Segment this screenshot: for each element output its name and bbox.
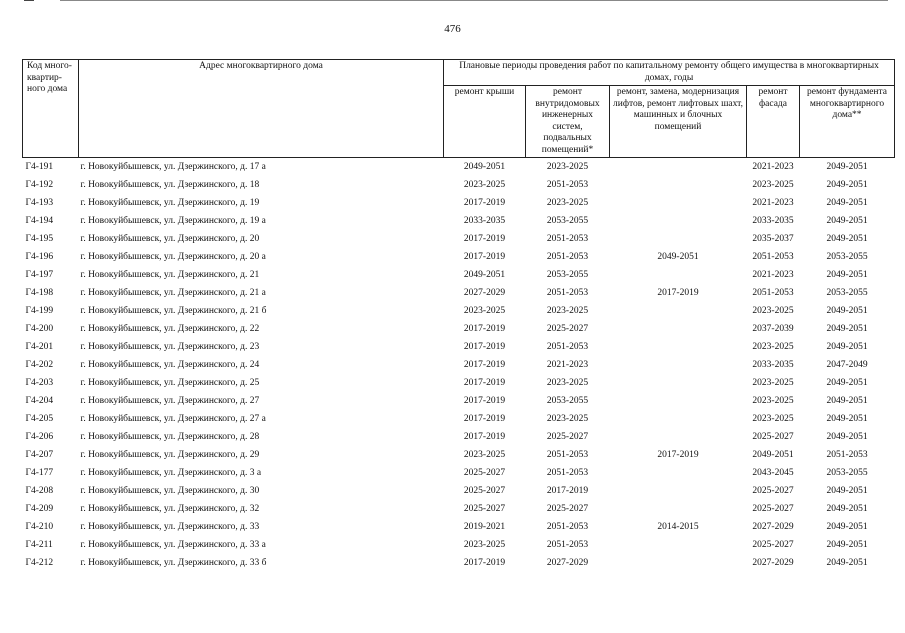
table-row [23, 339, 895, 357]
cell-systems: 2051-2053 [546, 180, 589, 191]
cell-systems: 2051-2053 [546, 234, 589, 245]
cell-foundation: 2047-2049 [826, 360, 868, 371]
cell-foundation: 2049-2051 [826, 396, 868, 407]
cell-address: г. Новокуйбышевск, ул. Дзержинского, д. 3 а [80, 468, 262, 479]
cell-systems: 2027-2029 [546, 558, 589, 569]
cell-address: г. Новокуйбышевск, ул. Дзержинского, д. 27 [80, 396, 260, 407]
cell-facade: 2023-2025 [752, 378, 794, 389]
cell-lifts: 2017-2019 [657, 288, 699, 299]
header-systems: ремонт внутридомовых инженерных систем, подвальных помещений* [526, 86, 610, 158]
cell-address: г. Новокуйбышевск, ул. Дзержинского, д. 33 а [80, 540, 266, 551]
cell-address: г. Новокуйбышевск, ул. Дзержинского, д. 25 [80, 378, 260, 389]
table-row [23, 537, 895, 555]
cell-roof: 2025-2027 [463, 468, 506, 479]
cell-address: г. Новокуйбышевск, ул. Дзержинского, д. 19 а [80, 216, 266, 227]
cell-roof: 2017-2019 [463, 558, 506, 569]
cell-facade: 2021-2023 [752, 198, 794, 209]
cell-roof: 2017-2019 [463, 432, 506, 443]
cell-systems: 2025-2027 [546, 504, 589, 515]
cell-facade: 2051-2053 [752, 252, 794, 263]
cell-foundation: 2049-2051 [826, 486, 868, 497]
cell-lifts: 2017-2019 [657, 450, 699, 461]
cell-lifts [610, 303, 747, 321]
cell-foundation: 2049-2051 [826, 270, 868, 281]
cell-code: Г4-199 [25, 306, 54, 317]
cell-code: Г4-209 [25, 504, 54, 515]
cell-lifts [610, 158, 747, 178]
table-row [23, 393, 895, 411]
cell-facade: 2023-2025 [752, 414, 794, 425]
table-row [23, 483, 895, 501]
cell-systems: 2025-2027 [546, 432, 589, 443]
cell-address: г. Новокуйбышевск, ул. Дзержинского, д. 28 [80, 432, 260, 443]
cell-foundation: 2049-2051 [826, 378, 868, 389]
cell-facade: 2023-2025 [752, 180, 794, 191]
cell-lifts [610, 267, 747, 285]
table-row [23, 501, 895, 519]
cell-code: Г4-202 [25, 360, 54, 371]
cell-systems: 2051-2053 [546, 288, 589, 299]
cell-code: Г4-210 [25, 522, 54, 533]
table-row [23, 429, 895, 447]
cell-code: Г4-201 [25, 342, 54, 353]
cell-roof: 2033-2035 [463, 216, 506, 227]
cell-facade: 2025-2027 [752, 540, 794, 551]
cell-address: г. Новокуйбышевск, ул. Дзержинского, д. 22 [80, 324, 260, 335]
cell-roof: 2017-2019 [463, 198, 506, 209]
cell-systems: 2017-2019 [546, 486, 589, 497]
table-row [23, 213, 895, 231]
cell-roof: 2025-2027 [463, 486, 506, 497]
header-foundation: ремонт фундамента многоквартирного дома** [800, 86, 895, 158]
top-rule-left [24, 0, 34, 1]
header-code: Код много-квартир-ного дома [23, 60, 79, 158]
header-lifts: ремонт, замена, модернизация лифтов, ремонт лифтовых шахт, машинных и блочных помещений [610, 86, 747, 158]
table-row [23, 519, 895, 537]
cell-roof: 2049-2051 [463, 162, 506, 173]
cell-lifts [610, 393, 747, 411]
cell-facade: 2037-2039 [752, 324, 794, 335]
cell-code: Г4-198 [25, 288, 54, 299]
cell-roof: 2017-2019 [463, 324, 506, 335]
cell-roof: 2017-2019 [463, 342, 506, 353]
cell-foundation: 2053-2055 [826, 288, 868, 299]
cell-code: Г4-192 [25, 180, 54, 191]
cell-lifts [610, 213, 747, 231]
cell-address: г. Новокуйбышевск, ул. Дзержинского, д. 17 а [80, 162, 266, 173]
table-body [23, 158, 895, 574]
cell-address: г. Новокуйбышевск, ул. Дзержинского, д. 33 [80, 522, 260, 533]
cell-foundation: 2053-2055 [826, 252, 868, 263]
cell-systems: 2051-2053 [546, 468, 589, 479]
header-address: Адрес многоквартирного дома [79, 60, 444, 158]
cell-address: г. Новокуйбышевск, ул. Дзержинского, д. 21 а [80, 288, 266, 299]
header-periods: Плановые периоды проведения работ по капитальному ремонту общего имущества в многоквартирных домах, годы [444, 60, 895, 86]
table-row [23, 411, 895, 429]
cell-foundation: 2051-2053 [826, 450, 868, 461]
capital-repair-table [22, 59, 895, 573]
cell-code: Г4-203 [25, 378, 54, 389]
cell-facade: 2027-2029 [752, 522, 794, 533]
table-row [23, 231, 895, 249]
cell-code: Г4-206 [25, 432, 54, 443]
cell-facade: 2025-2027 [752, 486, 794, 497]
cell-roof: 2017-2019 [463, 414, 506, 425]
cell-address: г. Новокуйбышевск, ул. Дзержинского, д. 20 [80, 234, 260, 245]
cell-code: Г4-194 [25, 216, 54, 227]
cell-lifts [610, 483, 747, 501]
cell-foundation: 2049-2051 [826, 504, 868, 515]
cell-systems: 2025-2027 [546, 324, 589, 335]
cell-roof: 2019-2021 [463, 522, 506, 533]
cell-lifts [610, 465, 747, 483]
cell-facade: 2049-2051 [752, 450, 794, 461]
cell-foundation: 2049-2051 [826, 540, 868, 551]
cell-foundation: 2049-2051 [826, 414, 868, 425]
cell-lifts: 2049-2051 [657, 252, 699, 263]
cell-roof: 2027-2029 [463, 288, 506, 299]
cell-roof: 2049-2051 [463, 270, 506, 281]
cell-address: г. Новокуйбышевск, ул. Дзержинского, д. 33 б [80, 558, 267, 569]
cell-address: г. Новокуйбышевск, ул. Дзержинского, д. 21 б [80, 306, 267, 317]
cell-systems: 2023-2025 [546, 162, 589, 173]
cell-address: г. Новокуйбышевск, ул. Дзержинского, д. 27 а [80, 414, 266, 425]
table-row [23, 465, 895, 483]
cell-foundation: 2049-2051 [826, 180, 868, 191]
cell-foundation: 2049-2051 [826, 522, 868, 533]
cell-code: Г4-208 [25, 486, 54, 497]
cell-facade: 2035-2037 [752, 234, 794, 245]
cell-systems: 2023-2025 [546, 414, 589, 425]
cell-systems: 2053-2055 [546, 396, 589, 407]
cell-facade: 2033-2035 [752, 360, 794, 371]
cell-address: г. Новокуйбышевск, ул. Дзержинского, д. 19 [80, 198, 260, 209]
page-number: 476 [444, 23, 461, 35]
cell-code: Г4-200 [25, 324, 54, 335]
cell-facade: 2023-2025 [752, 342, 794, 353]
cell-systems: 2051-2053 [546, 342, 589, 353]
cell-lifts [610, 375, 747, 393]
cell-lifts: 2014-2015 [657, 522, 699, 533]
cell-systems: 2053-2055 [546, 216, 589, 227]
table-row [23, 375, 895, 393]
cell-lifts [610, 231, 747, 249]
cell-foundation: 2049-2051 [826, 306, 868, 317]
cell-roof: 2023-2025 [463, 306, 506, 317]
cell-facade: 2027-2029 [752, 558, 794, 569]
cell-address: г. Новокуйбышевск, ул. Дзержинского, д. 32 [80, 504, 260, 515]
cell-lifts [610, 195, 747, 213]
cell-roof: 2023-2025 [463, 540, 506, 551]
cell-code: Г4-211 [25, 540, 53, 551]
table-row [23, 285, 895, 303]
cell-address: г. Новокуйбышевск, ул. Дзержинского, д. 21 [80, 270, 260, 281]
cell-facade: 2043-2045 [752, 468, 794, 479]
cell-systems: 2051-2053 [546, 450, 589, 461]
cell-foundation: 2049-2051 [826, 234, 868, 245]
cell-code: Г4-177 [25, 468, 54, 479]
cell-roof: 2017-2019 [463, 360, 506, 371]
cell-code: Г4-204 [25, 396, 54, 407]
cell-code: Г4-212 [25, 558, 54, 569]
header-roof: ремонт крыши [444, 86, 526, 158]
cell-lifts [610, 177, 747, 195]
cell-foundation: 2049-2051 [826, 432, 868, 443]
header-facade: ремонт фасада [747, 86, 800, 158]
cell-foundation: 2049-2051 [826, 558, 868, 569]
cell-foundation: 2049-2051 [826, 324, 868, 335]
cell-facade: 2025-2027 [752, 432, 794, 443]
cell-roof: 2017-2019 [463, 234, 506, 245]
cell-code: Г4-191 [25, 162, 54, 173]
cell-foundation: 2049-2051 [826, 162, 868, 173]
table-row [23, 447, 895, 465]
table-row [23, 321, 895, 339]
cell-lifts [610, 357, 747, 375]
table-row [23, 249, 895, 267]
cell-roof: 2025-2027 [463, 504, 506, 515]
table-row [23, 555, 895, 573]
table-row [23, 177, 895, 195]
cell-lifts [610, 555, 747, 573]
cell-lifts [610, 411, 747, 429]
cell-lifts [610, 537, 747, 555]
cell-code: Г4-193 [25, 198, 54, 209]
cell-facade: 2021-2023 [752, 162, 794, 173]
cell-roof: 2017-2019 [463, 396, 506, 407]
cell-code: Г4-195 [25, 234, 54, 245]
cell-systems: 2023-2025 [546, 306, 589, 317]
cell-systems: 2051-2053 [546, 522, 589, 533]
cell-address: г. Новокуйбышевск, ул. Дзержинского, д. 24 [80, 360, 260, 371]
cell-lifts [610, 339, 747, 357]
cell-roof: 2023-2025 [463, 450, 506, 461]
cell-code: Г4-205 [25, 414, 54, 425]
cell-systems: 2051-2053 [546, 540, 589, 551]
top-rule-right [60, 0, 888, 1]
table-row [23, 195, 895, 213]
cell-facade: 2023-2025 [752, 396, 794, 407]
cell-systems: 2021-2023 [546, 360, 589, 371]
table-row [23, 158, 895, 178]
table-row [23, 357, 895, 375]
cell-address: г. Новокуйбышевск, ул. Дзержинского, д. 23 [80, 342, 260, 353]
cell-roof: 2017-2019 [463, 378, 506, 389]
cell-systems: 2053-2055 [546, 270, 589, 281]
cell-address: г. Новокуйбышевск, ул. Дзержинского, д. 29 [80, 450, 260, 461]
cell-facade: 2021-2023 [752, 270, 794, 281]
cell-address: г. Новокуйбышевск, ул. Дзержинского, д. 20 а [80, 252, 266, 263]
cell-facade: 2023-2025 [752, 306, 794, 317]
cell-code: Г4-196 [25, 252, 54, 263]
cell-foundation: 2053-2055 [826, 468, 868, 479]
cell-foundation: 2049-2051 [826, 216, 868, 227]
cell-lifts [610, 501, 747, 519]
cell-roof: 2017-2019 [463, 252, 506, 263]
cell-systems: 2023-2025 [546, 378, 589, 389]
cell-systems: 2051-2053 [546, 252, 589, 263]
cell-address: г. Новокуйбышевск, ул. Дзержинского, д. 30 [80, 486, 260, 497]
cell-systems: 2023-2025 [546, 198, 589, 209]
cell-foundation: 2049-2051 [826, 342, 868, 353]
cell-lifts [610, 429, 747, 447]
cell-code: Г4-207 [25, 450, 54, 461]
cell-facade: 2051-2053 [752, 288, 794, 299]
cell-code: Г4-197 [25, 270, 54, 281]
table-row [23, 267, 895, 285]
cell-facade: 2025-2027 [752, 504, 794, 515]
cell-lifts [610, 321, 747, 339]
cell-address: г. Новокуйбышевск, ул. Дзержинского, д. 18 [80, 180, 260, 191]
cell-foundation: 2049-2051 [826, 198, 868, 209]
cell-roof: 2023-2025 [463, 180, 506, 191]
cell-facade: 2033-2035 [752, 216, 794, 227]
table-row [23, 303, 895, 321]
